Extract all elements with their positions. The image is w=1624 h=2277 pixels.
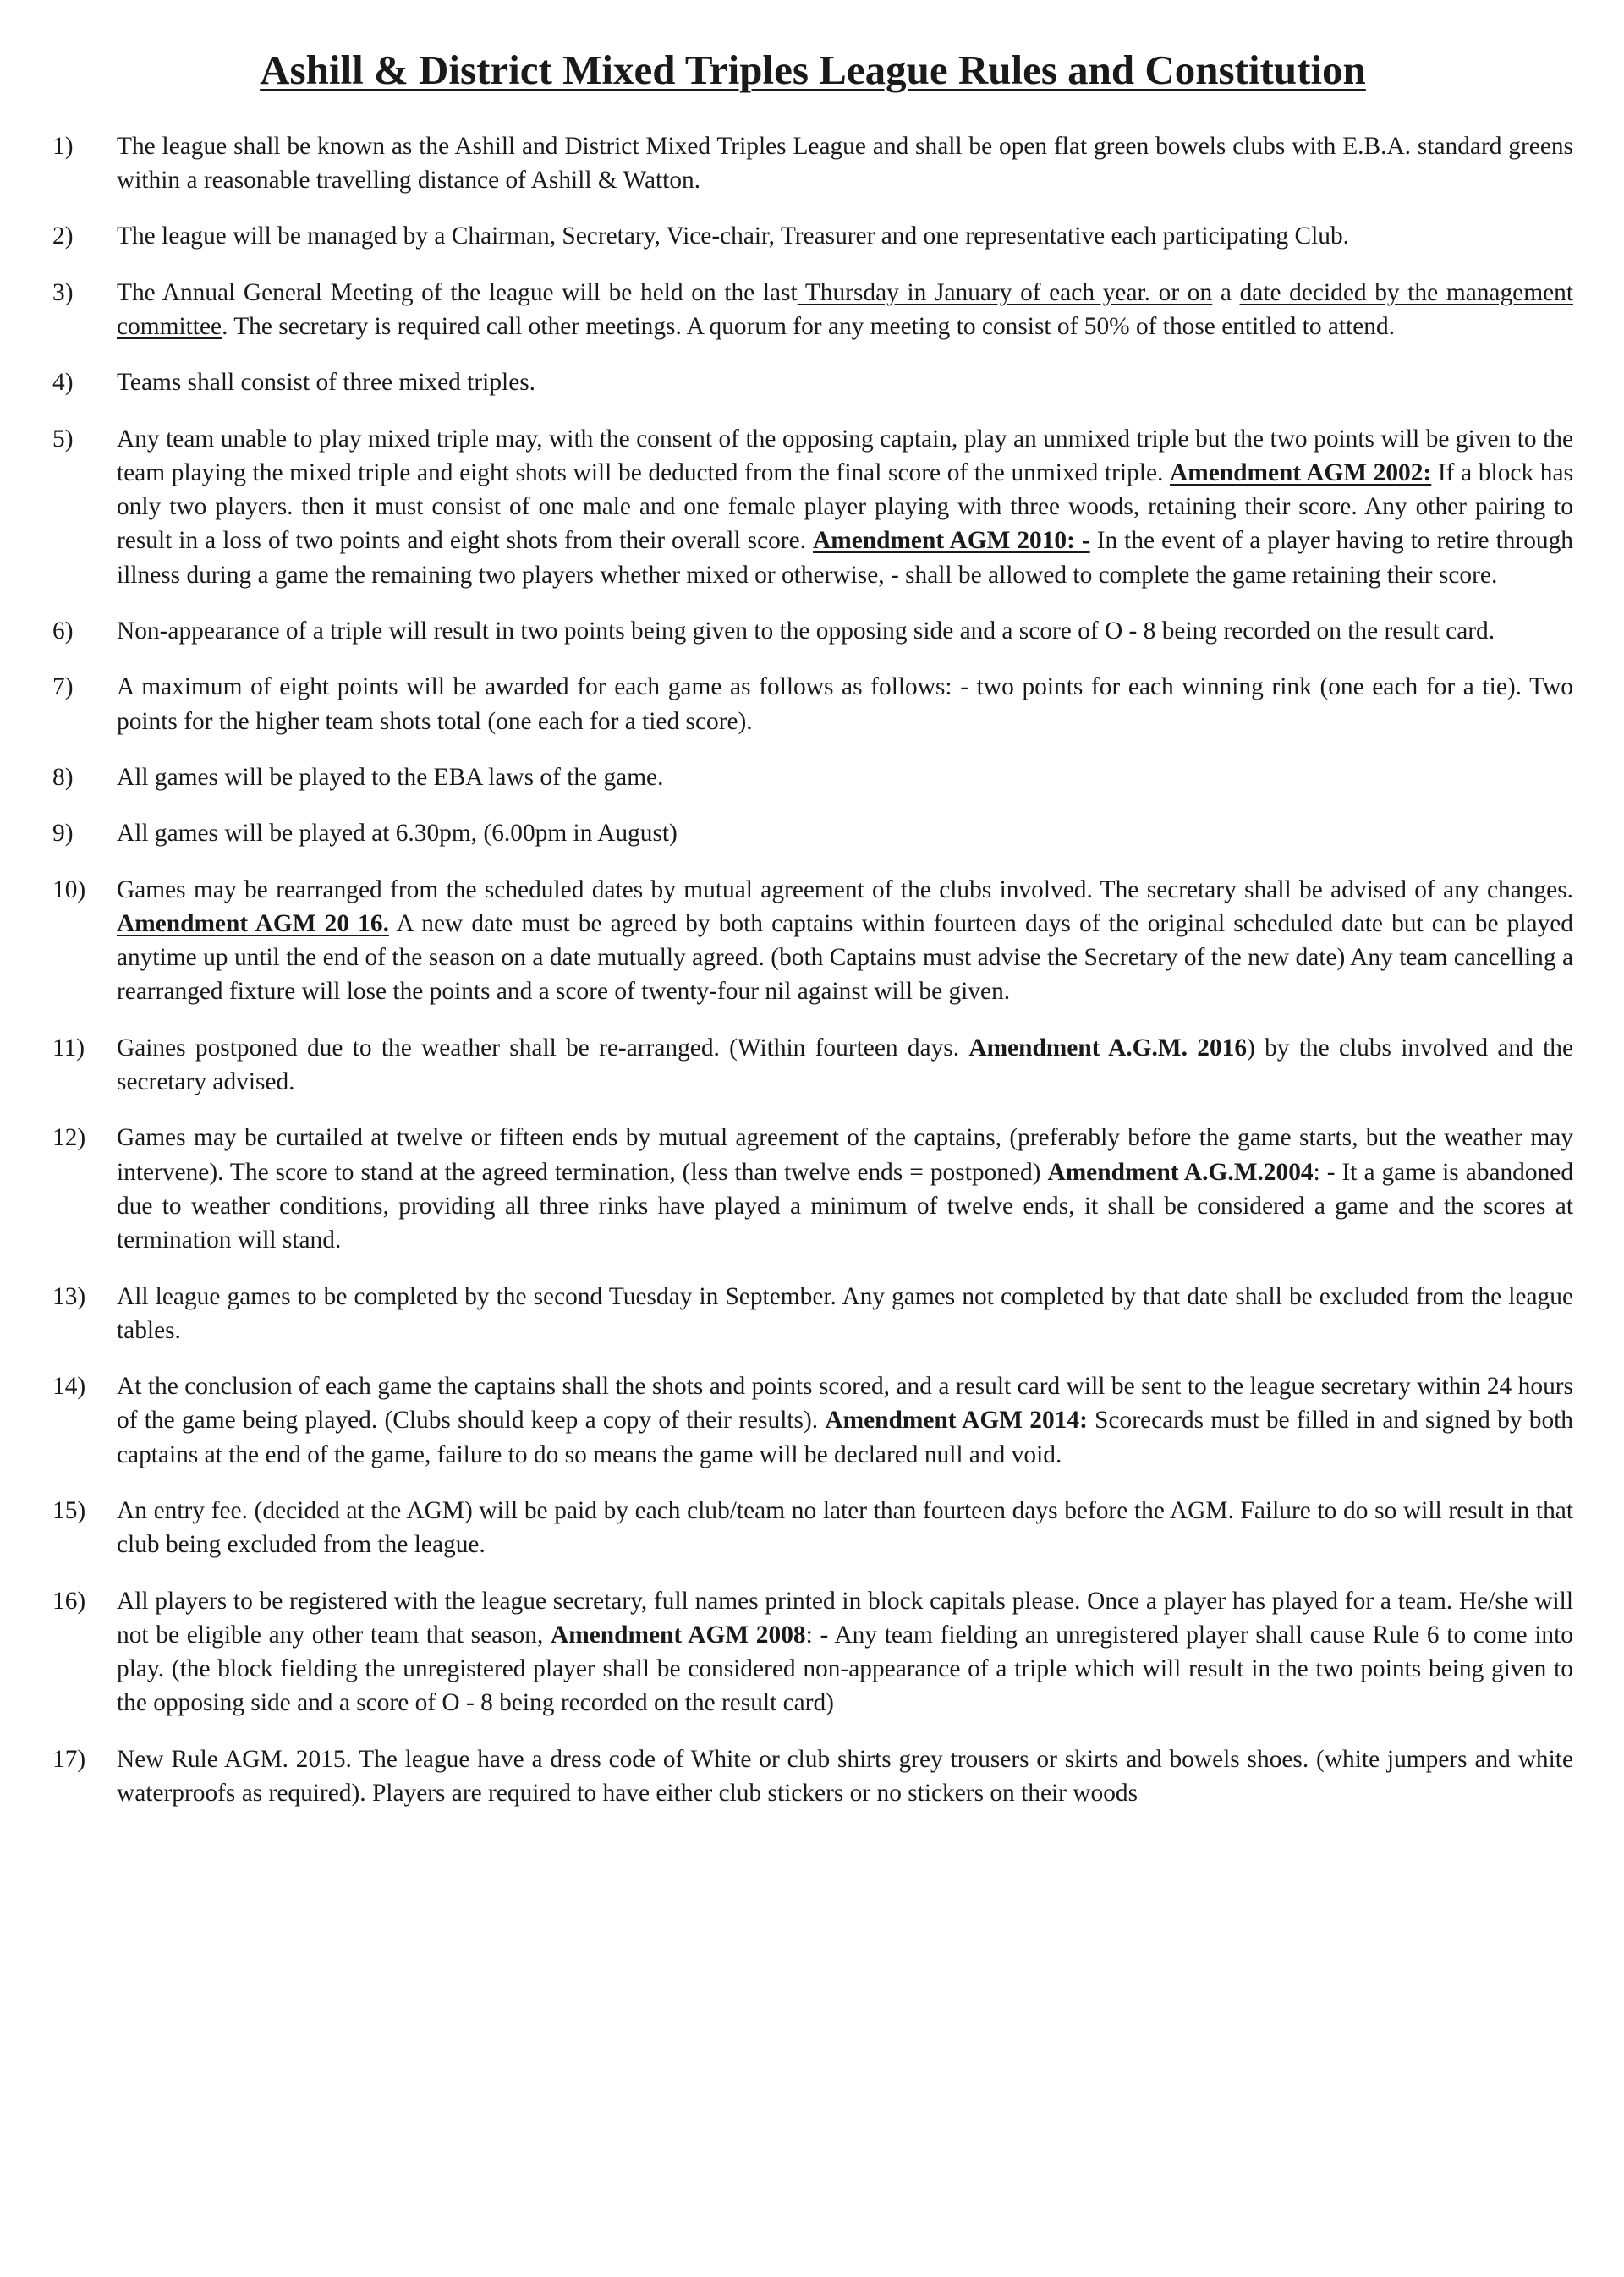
amendment-label: Amendment AGM 2014: (825, 1407, 1088, 1435)
rule-text (117, 422, 1573, 592)
rules-list (52, 129, 1573, 1811)
rule-16 (52, 1584, 1573, 1720)
rule-text: Teams shall consist of three mixed triples. (117, 369, 536, 397)
rule-number: 15) (52, 1497, 86, 1524)
rule-3 (52, 276, 1573, 344)
rule-10 (52, 873, 1573, 1009)
amendment-label: Amendment AGM 2010: - (813, 527, 1090, 555)
rule-13 (52, 1280, 1573, 1348)
amendment-label: Amendment AGM 2002: (1170, 458, 1432, 486)
document-title: Ashill & District Mixed Triples League Rules and Constitution (260, 47, 1366, 93)
rule-1 (52, 129, 1573, 198)
rule-number: 1) (52, 132, 74, 160)
rule-number: 3) (52, 278, 74, 306)
rule-text-part: Any team unable to play mixed triple may, with the consent of the opposing captain, play an unmixed triple but the two points will be given to the team playing the mixed triple and eight shots will be deducted from the final score of the unmixed triple. (117, 425, 1573, 486)
rule-text-part: ) by the clubs involved and the secretary advised. (117, 1034, 1573, 1096)
rule-text-part: Games may be curtailed at twelve or fifteen ends by mutual agreement of the captains, (preferably before the game starts, but the weather may intervene). The score to stand at the agreed termination, (less than twelve ends = postponed) (117, 1124, 1573, 1186)
rule-4 (52, 365, 1573, 399)
rule-number: 6) (52, 617, 74, 645)
rule-number: 14) (52, 1373, 86, 1401)
rule-text (117, 1369, 1573, 1472)
rule-number: 13) (52, 1282, 86, 1310)
rule-12 (52, 1121, 1573, 1257)
rule-number: 8) (52, 763, 74, 791)
rule-text (117, 1584, 1573, 1720)
rule-text (117, 873, 1573, 1009)
rule-9 (52, 816, 1573, 850)
rule-text (117, 1031, 1573, 1100)
rule-text: New Rule AGM. 2015. The league have a dress code of White or club shirts grey trousers or skirts and bowels shoes. (white jumpers and white waterproofs as required). Players are required to have either club stickers or no stickers on their woods (117, 1745, 1573, 1808)
rule-number: 4) (52, 369, 74, 397)
underlined-text: date decided by the management committee (117, 278, 1573, 340)
rule-number: 7) (52, 673, 74, 701)
rule-text-part: If a block has only two players. then it must consist of one male and one female player playing with three woods, retaining their score. Any other pairing to result in a loss of two points and eight shots from their overall score. (117, 458, 1573, 555)
rule-14 (52, 1369, 1573, 1472)
amendment-label: Amendment A.G.M.2004 (1047, 1158, 1314, 1186)
rule-17 (52, 1742, 1573, 1811)
rule-text: The league shall be known as the Ashill and District Mixed Triples League and shall be open flat green bowels clubs with E.B.A. standard greens within a reasonable travelling distance of Ashill & Watton. (117, 132, 1573, 195)
rule-text-part: Gaines postponed due to the weather shall be re-arranged. (Within fourteen days. (117, 1034, 969, 1062)
rule-text-part: In the event of a player having to retire through illness during a game the remaining two players whether mixed or otherwise, - shall be allowed to complete the game retaining their score. (117, 527, 1573, 589)
rule-text (117, 1121, 1573, 1257)
rule-text-part: : - Any team fielding an unregistered player shall cause Rule 6 to come into play. (the block fielding the unregistered player shall be considered non-appearance of a triple which will result in the two points being given to the opposing side and a score of O - 8 being recorded on the result card) (117, 1621, 1573, 1717)
rule-text-part: All players to be registered with the league secretary, full names printed in block capitals please. Once a player has played for a team. He/she will not be eligible any other team that season, (117, 1587, 1573, 1649)
rule-number: 11) (52, 1034, 85, 1062)
rule-number: 10) (52, 875, 86, 903)
rule-text: All league games to be completed by the second Tuesday in September. Any games not completed by that date shall be excluded from the league tables. (117, 1282, 1573, 1344)
amendment-label: Amendment AGM 2008 (551, 1621, 806, 1649)
rule-number: 16) (52, 1587, 86, 1615)
rule-text-part: . The secretary is required call other meetings. A quorum for any meeting to consist of 50% of those entitled to attend. (222, 312, 1396, 340)
amendment-label: Amendment AGM 20 16. (117, 909, 389, 937)
rule-number: 9) (52, 820, 74, 848)
rule-text: Non-appearance of a triple will result in two points being given to the opposing side and a score of O - 8 being recorded on the result card. (117, 617, 1495, 645)
rule-text: All games will be played to the EBA laws of the game. (117, 763, 664, 791)
rule-15 (52, 1494, 1573, 1562)
underlined-text: Thursday in January of each year. or on (797, 278, 1213, 306)
rule-text: All games will be played at 6.30pm, (6.00pm in August) (117, 820, 678, 848)
rule-number: 12) (52, 1124, 86, 1152)
rule-text-part: At the conclusion of each game the captains shall the shots and points scored, and a result card will be sent to the league secretary within 24 hours of the game being played. (Clubs should keep a copy of their results). (117, 1373, 1573, 1435)
rule-text-part: Games may be rearranged from the scheduled dates by mutual agreement of the clubs involved. The secretary shall be advised of any changes. (117, 875, 1573, 903)
rule-text: An entry fee. (decided at the AGM) will be paid by each club/team no later than fourteen days before the AGM. Failure to do so will result in that club being excluded from the league. (117, 1497, 1573, 1559)
rule-text-part: The Annual General Meeting of the league will be held on the last (117, 278, 798, 306)
rule-6 (52, 614, 1573, 648)
rule-text-part: a (1212, 278, 1240, 306)
rule-text: A maximum of eight points will be awarded for each game as follows as follows: - two points for each winning rink (one each for a tie). Two points for the higher team shots total (one each for a tied score). (117, 673, 1573, 735)
rule-text (117, 276, 1573, 344)
rule-text: The league will be managed by a Chairman, Secretary, Vice-chair, Treasurer and one representative each participating Club. (117, 222, 1350, 250)
rule-number: 5) (52, 425, 74, 453)
amendment-label: Amendment A.G.M. 2016 (968, 1034, 1248, 1062)
rule-5 (52, 422, 1573, 592)
rule-8 (52, 760, 1573, 794)
rule-text-part: A new date must be agreed by both captains within fourteen days of the original scheduled date but can be played anytime up until the end of the season on a date mutually agreed. (both Captains must advise the Secretary of the new date) Any team cancelling a rearranged fixture will lose the points and a score of twenty-four nil against will be given. (117, 909, 1574, 1006)
rule-number: 2) (52, 222, 74, 250)
rule-7 (52, 670, 1573, 738)
rule-text-part: Scorecards must be filled in and signed by both captains at the end of the game, failure to do so means the game will be declared null and void. (117, 1407, 1573, 1468)
rule-2 (52, 219, 1573, 253)
rule-11 (52, 1031, 1573, 1100)
rule-number: 17) (52, 1745, 86, 1773)
rule-text-part: : - It a game is abandoned due to weather conditions, providing all three rinks have played a minimum of twelve ends, it shall be considered a game and the scores at termination will stand. (117, 1158, 1574, 1254)
